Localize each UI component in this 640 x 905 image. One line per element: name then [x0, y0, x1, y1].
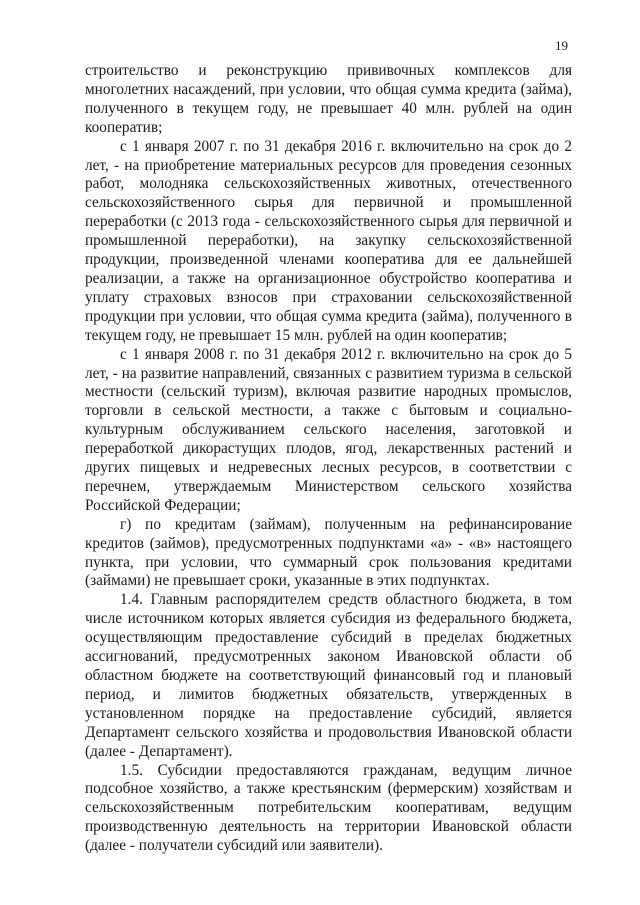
paragraph: с 1 января 2008 г. по 31 декабря 2012 г. включительно на срок до 5 лет, - на развитие направлений, связанных с развитием туризма в сельской местности (сельский туризм), включая развитие народных промыслов, торговли в сельской местности, а также с бытовым и социально-культурным обслуживанием сельского населения, заготовкой и переработкой дикорастущих плодов, ягод, лекарственных растений и других пищевых и недревесных лесных ресурсов, в соответствии с перечнем, утверждаемым Министерством сельского хозяйства Российской Федерации; [85, 345, 572, 514]
paragraph: г) по кредитам (займам), полученным на рефинансирование кредитов (займов), предусмотренных подпунктами «а» - «в» настоящего пункта, при условии, что суммарный срок пользования кредитами (займами) не превышает сроки, указанные в этих подпунктах. [85, 515, 572, 590]
paragraph: 1.4. Главным распорядителем средств областного бюджета, в том числе источником которых является субсидия из федерального бюджета, осуществляющим предоставление субсидий в пределах бюджетных ассигнований, предусмотренных законом Ивановской области об областном бюджете на соответствующий финансовый год и плановый период, и лимитов бюджетных обязательств, утвержденных в установленном порядке на предоставление субсидий, является Департамент сельского хозяйства и продовольствия Ивановской области (далее - Департамент). [85, 591, 572, 760]
paragraph: строительство и реконструкцию прививочных комплексов для многолетних насаждений, при условии, что общая сумма кредита (займа), полученного в текущем году, не превышает 40 млн. рублей на один кооператив; [85, 62, 572, 136]
document-body [85, 62, 572, 856]
paragraph: с 1 января 2007 г. по 31 декабря 2016 г. включительно на срок до 2 лет, - на приобретение материальных ресурсов для проведения сезонных работ, молодняка сельскохозяйственных животных, отечественного сельскохозяйственного сырья для первичной и промышленной переработки (с 2013 года - сельскохозяйственного сырья для первичной и промышленной переработки), на закупку сельскохозяйственной продукции, произведенной членами кооператива для ее дальнейшей реализации, а также на организационное обустройство кооператива и уплату страховых взносов при страховании сельскохозяйственной продукции при условии, что общая сумма кредита (займа), полученного в текущем году, не превышает 15 млн. рублей на один кооператив; [85, 137, 572, 344]
page-number: 19 [555, 38, 568, 53]
paragraph: 1.5. Субсидии предоставляются гражданам, ведущим личное подсобное хозяйство, а также крестьянским (фермерским) хозяйствам и сельскохозяйственным потребительским кооперативам, ведущим производственную деятельность на территории Ивановской области (далее - получатели субсидий или заявители). [85, 761, 572, 855]
